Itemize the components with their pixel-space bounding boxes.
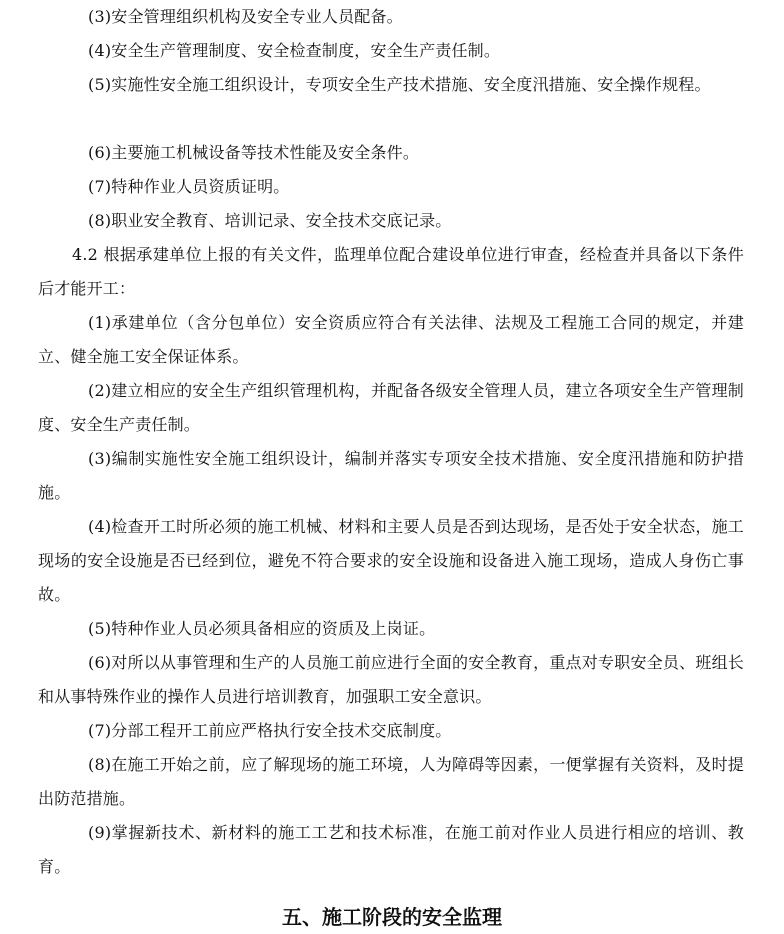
paragraph-item-4-rules: (4)安全生产管理制度、安全检查制度，安全生产责任制。 bbox=[88, 41, 501, 60]
paragraph-condition-4: (4)检查开工时所必须的施工机械、材料和主要人员是否到达现场，是否处于安全状态，施工现场的安全设施是否已经到位，避免不符合要求的安全设施和设备进入施工现场，造成人身伤亡事故。 bbox=[38, 517, 744, 604]
paragraph-item-3-org: (3)安全管理组织机构及安全专业人员配备。 bbox=[88, 7, 403, 26]
paragraph-item-8-training: (8)职业安全教育、培训记录、安全技术交底记录。 bbox=[88, 211, 452, 230]
next-section-heading-text: 五、施工阶段的安全监理 bbox=[282, 905, 502, 929]
paragraph-item-5-design: (5)实施性安全施工组织设计，专项安全生产技术措施、安全度汛措施、安全操作规程。 bbox=[88, 75, 711, 94]
paragraph-condition-5: (5)特种作业人员必须具备相应的资质及上岗证。 bbox=[88, 619, 436, 638]
paragraph-condition-6: (6)对所以从事管理和生产的人员施工前应进行全面的安全教育，重点对专职安全员、班组长和从事特殊作业的操作人员进行培训教育，加强职工安全意识。 bbox=[38, 653, 744, 706]
paragraph-condition-3: (3)编制实施性安全施工组织设计，编制并落实专项安全技术措施、安全度汛措施和防护措施。 bbox=[38, 449, 744, 502]
section-4-2-paragraph: 4.2 根据承建单位上报的有关文件，监理单位配合建设单位进行审查，经检查并具备以下条件后才能开工： bbox=[38, 245, 744, 298]
paragraph-condition-9: (9)掌握新技术、新材料的施工工艺和技术标准，在施工前对作业人员进行相应的培训、教育。 bbox=[38, 823, 744, 876]
paragraph-condition-1: (1)承建单位（含分包单位）安全资质应符合有关法律、法规及工程施工合同的规定，并建立、健全施工安全保证体系。 bbox=[38, 313, 744, 366]
paragraph-item-7-certificates: (7)特种作业人员资质证明。 bbox=[88, 177, 290, 196]
paragraph-condition-2: (2)建立相应的安全生产组织管理机构，并配备各级安全管理人员，建立各项安全生产管理制度、安全生产责任制。 bbox=[38, 381, 744, 434]
paragraph-item-6-equipment: (6)主要施工机械设备等技术性能及安全条件。 bbox=[88, 143, 420, 162]
paragraph-condition-8: (8)在施工开始之前，应了解现场的施工环境，人为障碍等因素，一便掌握有关资料，及时提出防范措施。 bbox=[38, 755, 744, 808]
paragraph-condition-7: (7)分部工程开工前应严格执行安全技术交底制度。 bbox=[88, 721, 452, 740]
next-section-heading-clipped bbox=[0, 900, 784, 929]
